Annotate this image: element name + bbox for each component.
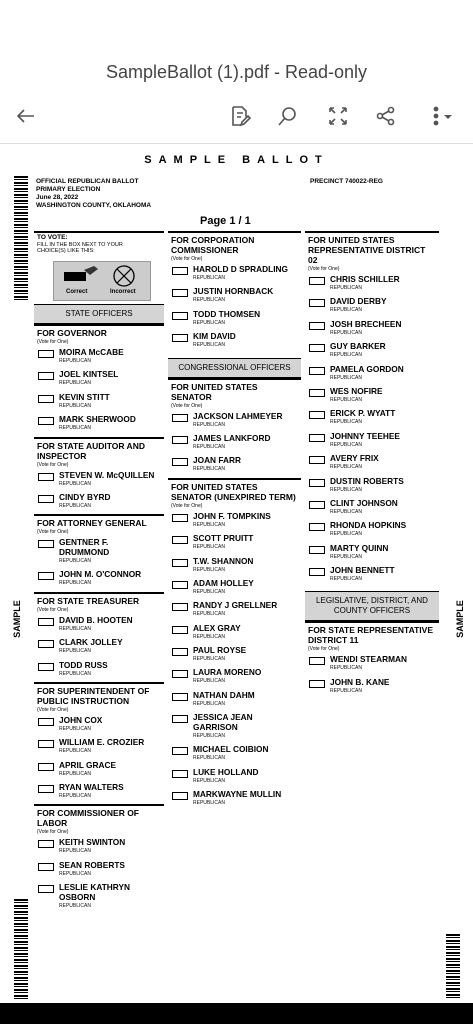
candidate-row[interactable]: [34, 737, 164, 759]
fullscreen-icon[interactable]: [318, 96, 358, 136]
candidate-name: TODD RUSS: [59, 659, 108, 670]
candidate-row[interactable]: [168, 744, 301, 766]
side-label-left: SAMPLE: [11, 600, 22, 638]
vote-checkbox[interactable]: [309, 434, 325, 442]
candidate-name: SCOTT PRUITT: [193, 533, 254, 544]
vote-checkbox[interactable]: [172, 581, 188, 589]
race-section: [34, 682, 164, 805]
candidate-name: AVERY FRIX: [330, 453, 379, 464]
race-section: [168, 378, 301, 478]
candidate-party: REPUBLICAN: [193, 342, 225, 349]
candidate-name: WILLIAM E. CROZIER: [59, 737, 145, 748]
candidate-row[interactable]: [305, 677, 439, 699]
candidate-name: ADAM HOLLEY: [193, 577, 254, 588]
vote-checkbox[interactable]: [172, 792, 188, 800]
vote-checkbox[interactable]: [309, 456, 325, 464]
candidate-row[interactable]: [305, 431, 439, 453]
vote-checkbox[interactable]: [172, 312, 188, 320]
race-title: FOR GOVERNOR: [37, 328, 107, 338]
vote-checkbox[interactable]: [172, 747, 188, 755]
barcode-bottom-right: [446, 934, 460, 999]
candidate-name: JOAN FARR: [193, 455, 241, 466]
vote-checkbox[interactable]: [38, 640, 54, 648]
candidate-party: REPUBLICAN: [59, 502, 91, 509]
header-line: June 28, 2022: [36, 194, 79, 201]
candidate-party: REPUBLICAN: [59, 358, 91, 364]
vote-checkbox[interactable]: [172, 436, 188, 444]
candidate-name: JOHN M. O'CONNOR: [59, 569, 142, 580]
header-line: PRIMARY ELECTION: [36, 186, 101, 193]
candidate-row[interactable]: [305, 386, 439, 408]
candidate-row[interactable]: [34, 660, 164, 682]
candidate-party: REPUBLICAN: [330, 285, 362, 291]
candidate-party: REPUBLICAN: [193, 633, 225, 640]
incorrect-label: Incorrect: [110, 289, 136, 295]
vote-checkbox[interactable]: [38, 885, 54, 893]
candidate-row[interactable]: [168, 433, 301, 455]
side-label-right: SAMPLE: [454, 600, 465, 638]
candidate-name: JOHNNY TEEHEE: [330, 430, 400, 441]
race-section: [305, 231, 439, 587]
vote-for-label: (Vote for One): [171, 256, 203, 262]
vote-checkbox[interactable]: [309, 546, 325, 554]
candidate-name: SEAN ROBERTS: [59, 859, 125, 870]
vote-for-label: (Vote for One): [37, 706, 69, 713]
candidate-name: JACKSON LAHMEYER: [193, 410, 283, 421]
vote-for-label: (Vote for One): [37, 339, 69, 345]
vote-checkbox[interactable]: [309, 657, 325, 665]
more-icon[interactable]: [420, 96, 464, 136]
candidate-party: REPUBLICAN: [330, 441, 362, 448]
vote-checkbox[interactable]: [38, 540, 54, 548]
candidate-row[interactable]: [168, 411, 301, 433]
vote-checkbox[interactable]: [172, 559, 188, 567]
candidate-row[interactable]: [305, 408, 439, 430]
vote-checkbox[interactable]: [309, 411, 325, 419]
candidate-party: REPUBLICAN: [59, 580, 91, 587]
vote-checkbox[interactable]: [309, 277, 325, 285]
vote-checkbox[interactable]: [172, 693, 188, 701]
candidate-party: REPUBLICAN: [330, 464, 362, 471]
candidate-party: REPUBLICAN: [59, 402, 91, 409]
candidate-name: MARKWAYNE MULLIN: [193, 789, 282, 800]
candidate-party: REPUBLICAN: [59, 848, 91, 855]
candidate-name: GUY BARKER: [330, 341, 386, 352]
candidate-name: LAURA MORENO: [193, 667, 262, 678]
candidate-row[interactable]: [305, 543, 439, 565]
vote-for-label: (Vote for One): [37, 461, 69, 468]
vote-for-label: (Vote for One): [37, 829, 69, 836]
candidate-row[interactable]: [168, 286, 301, 308]
vote-checkbox[interactable]: [309, 568, 325, 576]
race-title: FOR UNITED STATES SENATOR: [171, 381, 258, 402]
candidate-party: REPUBLICAN: [193, 421, 225, 428]
candidate-name: HAROLD D SPRADLING: [193, 264, 288, 274]
barcode-bottom-left: [14, 899, 28, 999]
candidate-row[interactable]: [34, 760, 164, 782]
candidate-row[interactable]: [34, 392, 164, 414]
vote-checkbox[interactable]: [38, 395, 54, 403]
candidate-row[interactable]: [168, 600, 301, 622]
candidate-party: REPUBLICAN: [59, 425, 91, 432]
candidate-name: JOHN B. KANE: [330, 676, 390, 687]
candidate-name: MICHAEL COIBION: [193, 744, 269, 755]
vote-checkbox[interactable]: [38, 840, 54, 848]
candidate-name: JOEL KINTSEL: [59, 369, 119, 380]
candidate-row[interactable]: [305, 274, 439, 296]
race-title: FOR ATTORNEY GENERAL: [37, 518, 147, 529]
candidate-name: PAUL ROYSE: [193, 645, 247, 656]
to-vote-heading: TO VOTE:: [37, 234, 68, 241]
vote-checkbox[interactable]: [38, 663, 54, 671]
header-line: OFFICIAL REPUBLICAN BALLOT: [36, 178, 139, 185]
ballot-column-1: [34, 231, 164, 914]
to-vote-instructions: [34, 231, 164, 304]
candidate-party: REPUBLICAN: [193, 275, 225, 281]
race-section: [168, 231, 301, 354]
candidate-party: REPUBLICAN: [59, 480, 91, 487]
candidate-party: REPUBLICAN: [193, 588, 225, 595]
candidate-party: REPUBLICAN: [59, 748, 91, 755]
congressional-officers-heading: CONGRESSIONAL OFFICERS: [168, 358, 301, 378]
race-section: [34, 324, 164, 437]
candidate-party: REPUBLICAN: [193, 611, 225, 618]
vote-checkbox[interactable]: [172, 289, 188, 297]
candidate-row[interactable]: [34, 537, 164, 569]
header-line: WASHINGTON COUNTY, OKLAHOMA: [36, 202, 152, 209]
candidate-party: REPUBLICAN: [330, 486, 362, 493]
ballot-column-2: [168, 231, 301, 811]
candidate-row[interactable]: [34, 837, 164, 859]
candidate-row[interactable]: [34, 369, 164, 391]
candidate-name: DUSTIN ROBERTS: [330, 475, 404, 486]
candidate-party: REPUBLICAN: [59, 725, 91, 732]
candidate-row[interactable]: [34, 882, 164, 914]
candidate-name: MARTY QUINN: [330, 542, 389, 553]
candidate-row[interactable]: [168, 264, 301, 286]
ballot-page[interactable]: [0, 143, 473, 1004]
race-title: FOR UNITED STATES SENATOR (UNEXPIRED TERM): [171, 481, 296, 502]
ballot-column-3: [305, 231, 439, 699]
candidate-name: MOIRA McCABE: [59, 347, 124, 357]
candidate-name: LESLIE KATHRYN OSBORN: [59, 882, 130, 902]
share-icon[interactable]: [366, 96, 406, 136]
candidate-row[interactable]: [305, 319, 439, 341]
candidate-party: REPUBLICAN: [193, 700, 225, 707]
candidate-name: JOHN F. TOMPKINS: [193, 510, 271, 521]
race-section: [305, 621, 439, 699]
candidate-party: REPUBLICAN: [193, 656, 225, 663]
candidate-name: KEITH SWINTON: [59, 837, 126, 848]
candidate-row[interactable]: [168, 712, 301, 744]
candidate-row[interactable]: [34, 414, 164, 436]
vote-checkbox[interactable]: [172, 458, 188, 466]
candidate-party: REPUBLICAN: [193, 297, 225, 304]
toolbar: [0, 96, 473, 136]
candidate-name: PAMELA GORDON: [330, 363, 404, 374]
vote-checkbox[interactable]: [309, 299, 325, 307]
candidate-party: REPUBLICAN: [330, 329, 362, 336]
nav-bar: [0, 1003, 473, 1024]
vote-for-label: (Vote for One): [308, 266, 340, 272]
candidate-party: REPUBLICAN: [330, 352, 362, 359]
candidate-name: TODD THOMSEN: [193, 308, 261, 319]
candidate-name: CLARK JOLLEY: [59, 637, 123, 648]
vote-checkbox[interactable]: [38, 740, 54, 748]
back-arrow-icon[interactable]: [6, 96, 46, 136]
vote-checkbox[interactable]: [38, 763, 54, 771]
vote-checkbox[interactable]: [172, 514, 188, 522]
candidate-name: CHRIS SCHILLER: [330, 274, 400, 284]
page-number: Page 1 / 1: [200, 215, 251, 227]
vote-checkbox[interactable]: [38, 618, 54, 626]
candidate-party: REPUBLICAN: [59, 558, 91, 565]
vote-checkbox[interactable]: [38, 863, 54, 871]
candidate-party: REPUBLICAN: [193, 319, 225, 326]
candidate-row[interactable]: [168, 578, 301, 600]
candidate-row[interactable]: [34, 715, 164, 737]
candidate-row[interactable]: [168, 789, 301, 811]
candidate-name: KIM DAVID: [193, 331, 236, 342]
race-title: FOR COMMISSIONER OF LABOR: [37, 808, 139, 829]
vote-checkbox[interactable]: [172, 603, 188, 611]
vote-checkbox[interactable]: [38, 372, 54, 380]
candidate-row[interactable]: [34, 782, 164, 804]
candidate-party: REPUBLICAN: [193, 800, 225, 807]
candidate-name: JESSICA JEAN GARRISON: [193, 712, 253, 732]
vote-checkbox[interactable]: [38, 718, 54, 726]
candidate-party: REPUBLICAN: [193, 466, 225, 473]
candidate-name: CLINT JOHNSON: [330, 497, 398, 508]
vote-checkbox[interactable]: [38, 417, 54, 425]
candidate-row[interactable]: [168, 511, 301, 533]
status-bar: [0, 0, 473, 48]
vote-checkbox[interactable]: [172, 414, 188, 422]
candidate-row[interactable]: [168, 667, 301, 689]
race-section: [34, 514, 164, 591]
candidate-row[interactable]: [168, 623, 301, 645]
candidate-party: REPUBLICAN: [193, 443, 225, 450]
candidate-party: REPUBLICAN: [330, 687, 362, 694]
candidate-party: REPUBLICAN: [330, 531, 362, 538]
candidate-party: REPUBLICAN: [59, 380, 91, 387]
candidate-party: REPUBLICAN: [59, 770, 91, 777]
candidate-name: LUKE HOLLAND: [193, 766, 259, 777]
candidate-name: GENTNER F. DRUMMOND: [59, 537, 110, 557]
vote-checkbox[interactable]: [38, 350, 54, 358]
correct-label: Correct: [66, 289, 88, 295]
candidate-name: JOHN COX: [59, 714, 103, 725]
vote-checkbox[interactable]: [172, 770, 188, 778]
candidate-party: REPUBLICAN: [330, 374, 362, 381]
vote-for-label: (Vote for One): [37, 606, 69, 613]
candidate-name: JAMES LANKFORD: [193, 432, 271, 443]
race-section: [34, 437, 164, 515]
candidate-name: RHONDA HOPKINS: [330, 520, 407, 531]
candidate-name: APRIL GRACE: [59, 759, 117, 770]
vote-checkbox[interactable]: [38, 473, 54, 481]
race-section: [34, 804, 164, 914]
search-icon[interactable]: [268, 96, 308, 136]
candidate-row[interactable]: [34, 347, 164, 369]
ballot-title: SAMPLE BALLOT: [144, 154, 329, 166]
candidate-party: REPUBLICAN: [330, 576, 362, 583]
candidate-row[interactable]: [168, 690, 301, 712]
candidate-party: REPUBLICAN: [193, 544, 225, 551]
state-officers-heading: STATE OFFICERS: [34, 304, 164, 324]
ballot-header: [36, 178, 151, 210]
race-title: FOR SUPERINTENDENT OF PUBLIC INSTRUCTION: [37, 685, 150, 706]
candidate-row[interactable]: [34, 492, 164, 514]
candidate-party: REPUBLICAN: [59, 903, 91, 910]
candidate-row[interactable]: [305, 476, 439, 498]
race-title: FOR STATE TREASURER: [37, 595, 140, 606]
candidate-party: REPUBLICAN: [193, 521, 225, 528]
candidate-party: REPUBLICAN: [59, 648, 91, 655]
vote-for-label: (Vote for One): [308, 646, 340, 653]
candidate-name: NATHAN DAHM: [193, 689, 255, 700]
candidate-name: RANDY J GRELLNER: [193, 600, 278, 611]
candidate-row[interactable]: [305, 498, 439, 520]
candidate-name: JOHN BENNETT: [330, 565, 395, 576]
candidate-party: REPUBLICAN: [330, 419, 362, 426]
candidate-name: KEVIN STITT: [59, 391, 110, 402]
vote-checkbox[interactable]: [172, 626, 188, 634]
vote-checkbox[interactable]: [38, 495, 54, 503]
candidate-party: REPUBLICAN: [193, 777, 225, 784]
candidate-row[interactable]: [168, 331, 301, 353]
vote-for-label: (Vote for One): [171, 402, 203, 409]
race-title: FOR UNITED STATES REPRESENTATIVE DISTRICT 02: [308, 235, 426, 265]
candidate-party: REPUBLICAN: [193, 566, 225, 573]
candidate-row[interactable]: [305, 296, 439, 318]
candidate-row[interactable]: [305, 520, 439, 542]
vote-checkbox[interactable]: [309, 680, 325, 688]
precinct: PRECINCT 740022-REG: [310, 178, 383, 185]
candidate-party: REPUBLICAN: [59, 625, 91, 632]
candidate-name: WES NOFIRE: [330, 385, 383, 396]
candidate-party: REPUBLICAN: [59, 870, 91, 877]
vote-checkbox[interactable]: [309, 389, 325, 397]
candidate-party: REPUBLICAN: [330, 553, 362, 560]
to-vote-text: FILL IN THE BOX NEXT TO YOUR CHOICE(S) LIKE THIS:: [37, 241, 123, 254]
candidate-party: REPUBLICAN: [330, 307, 362, 314]
race-section: [34, 592, 164, 682]
candidate-name: T.W. SHANNON: [193, 555, 254, 566]
candidate-name: CINDY BYRD: [59, 491, 111, 502]
candidate-name: JUSTIN HORNBACK: [193, 286, 274, 297]
vote-checkbox[interactable]: [309, 322, 325, 330]
vote-for-label: (Vote for One): [171, 502, 203, 509]
candidate-row[interactable]: [168, 556, 301, 578]
candidate-party: REPUBLICAN: [193, 733, 225, 740]
candidate-row[interactable]: [168, 309, 301, 331]
candidate-row[interactable]: [168, 767, 301, 789]
candidate-name: JOSH BRECHEEN: [330, 318, 402, 329]
vote-checkbox[interactable]: [172, 648, 188, 656]
edit-document-icon[interactable]: [220, 96, 260, 136]
candidate-row[interactable]: [305, 364, 439, 386]
candidate-party: REPUBLICAN: [330, 396, 362, 403]
candidate-row[interactable]: [34, 470, 164, 492]
candidate-row[interactable]: [305, 341, 439, 363]
example-marks: [53, 261, 151, 301]
vote-checkbox[interactable]: [309, 501, 325, 509]
legislative-officers-heading: LEGISLATIVE, DISTRICT, AND COUNTY OFFICERS: [305, 591, 439, 621]
candidate-row[interactable]: [34, 615, 164, 637]
candidate-row[interactable]: [34, 637, 164, 659]
candidate-row[interactable]: [168, 455, 301, 477]
candidate-row[interactable]: [34, 860, 164, 882]
race-title: FOR STATE AUDITOR AND INSPECTOR: [37, 440, 145, 461]
candidate-party: REPUBLICAN: [193, 755, 225, 762]
vote-checkbox[interactable]: [172, 536, 188, 544]
candidate-row[interactable]: [34, 569, 164, 591]
vote-checkbox[interactable]: [172, 334, 188, 342]
barcode-top-left: [14, 176, 28, 301]
candidate-row[interactable]: [168, 645, 301, 667]
candidate-party: REPUBLICAN: [193, 678, 225, 685]
race-title: FOR STATE REPRESENTATIVE DISTRICT 11: [308, 625, 433, 646]
candidate-row[interactable]: [168, 533, 301, 555]
candidate-party: REPUBLICAN: [59, 670, 91, 677]
vote-for-label: (Vote for One): [37, 529, 69, 536]
candidate-name: WENDI STEARMAN: [330, 654, 407, 665]
vote-checkbox[interactable]: [309, 523, 325, 531]
candidate-name: RYAN WALTERS: [59, 782, 124, 793]
vote-checkbox[interactable]: [309, 479, 325, 487]
candidate-name: ERICK P. WYATT: [330, 408, 396, 419]
candidate-row[interactable]: [305, 565, 439, 587]
vote-checkbox[interactable]: [172, 267, 188, 275]
candidate-row[interactable]: [305, 654, 439, 676]
vote-checkbox[interactable]: [38, 785, 54, 793]
candidate-party: REPUBLICAN: [330, 665, 362, 672]
candidate-name: STEVEN W. McQUILLEN: [59, 469, 155, 480]
vote-checkbox[interactable]: [309, 344, 325, 352]
candidate-party: REPUBLICAN: [59, 793, 91, 800]
example-marks-icon: [54, 262, 150, 290]
candidate-name: MARK SHERWOOD: [59, 414, 136, 425]
candidate-party: REPUBLICAN: [330, 508, 362, 515]
document-title: SampleBallot (1).pdf - Read-only: [105, 62, 368, 82]
vote-checkbox[interactable]: [172, 670, 188, 678]
vote-checkbox[interactable]: [172, 715, 188, 723]
race-section: [168, 478, 301, 812]
vote-checkbox[interactable]: [38, 572, 54, 580]
candidate-name: DAVID DERBY: [330, 296, 387, 307]
candidate-name: ALEX GRAY: [193, 622, 241, 633]
race-title: FOR CORPORATION COMMISSIONER: [171, 235, 255, 255]
candidate-name: DAVID B. HOOTEN: [59, 614, 133, 625]
vote-checkbox[interactable]: [309, 367, 325, 375]
candidate-row[interactable]: [305, 453, 439, 475]
